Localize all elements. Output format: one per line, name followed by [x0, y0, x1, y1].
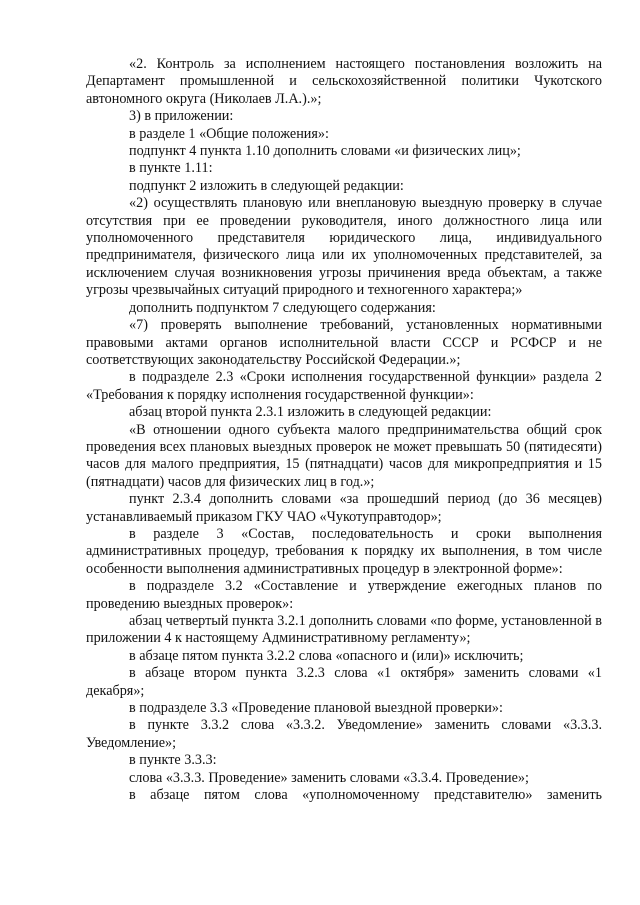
paragraph: в подразделе 3.2 «Составление и утверждение ежегодных планов по проведению выездных проверок»:	[86, 578, 602, 612]
paragraph: в пункте 1.11:	[129, 160, 213, 177]
paragraph: «7) проверять выполнение требований, установленных нормативными правовыми актами органов исполнительной власти СССР и РСФСР и не соответствующих законодательству Российской Федерации.»;	[86, 317, 602, 368]
document-page	[86, 56, 602, 804]
paragraph: в разделе 1 «Общие положения»:	[129, 125, 329, 142]
paragraph: абзац четвертый пункта 3.2.1 дополнить словами «по форме, установленной в приложении 4 к настоящему Административному регламенту»;	[86, 613, 602, 647]
paragraph: в абзаце втором пункта 3.2.3 слова «1 октября» заменить словами «1 декабря»;	[86, 665, 602, 699]
paragraph: в абзаце пятом слова «уполномоченному представителю» заменить	[129, 787, 602, 804]
paragraph: в разделе 3 «Состав, последовательность и сроки выполнения административных процедур, требования к порядку их выполнения, в том числе особенности выполнения административных процедур в электронной форме»:	[86, 525, 602, 577]
paragraph: 3) в приложении:	[129, 108, 234, 125]
paragraph: «В отношении одного субъекта малого предпринимательства общий срок проведения всех плановых выездных проверок не может превышать 50 (пятидесяти) часов для малого предприятия, 15 (пятнадцати) часов для микропредприятия и 15 (пятнадцати) часов для физических лиц в год.»;	[86, 421, 602, 490]
paragraph: подпункт 2 изложить в следующей редакции:	[129, 177, 404, 194]
paragraph: в подразделе 2.3 «Сроки исполнения государственной функции» раздела 2 «Требования к порядку исполнения государственной функции»:	[86, 369, 602, 403]
paragraph: в подразделе 3.3 «Проведение плановой выездной проверки»:	[129, 700, 503, 717]
paragraph: дополнить подпунктом 7 следующего содержания:	[129, 299, 436, 316]
paragraph: в пункте 3.3.2 слова «3.3.2. Уведомление» заменить словами «3.3.3. Уведомление»;	[86, 717, 602, 751]
paragraph: в пункте 3.3.3:	[129, 752, 217, 769]
paragraph: подпункт 4 пункта 1.10 дополнить словами «и физических лиц»;	[129, 143, 521, 160]
paragraph: слова «3.3.3. Проведение» заменить словами «3.3.4. Проведение»;	[129, 769, 529, 786]
paragraph: абзац второй пункта 2.3.1 изложить в следующей редакции:	[129, 404, 492, 421]
paragraph: «2. Контроль за исполнением настоящего постановления возложить на Департамент промышленной и сельскохозяйственной политики Чукотского автономного округа (Николаев Л.А.).»;	[86, 56, 602, 107]
paragraph: «2) осуществлять плановую или внеплановую выездную проверку в случае отсутствия при ее проведении руководителя, иного должностного лица или уполномоченного представителя юридического лица, индивидуального предпринимателя, физического лица или их уполномоченных представителей, за исключением случая возникновения угрозы причинения вреда объектам, а также угрозы чрезвычайных ситуаций природного и техногенного характера;»	[86, 195, 602, 299]
paragraph: пункт 2.3.4 дополнить словами «за прошедший период (до 36 месяцев) устанавливаемый приказом ГКУ ЧАО «Чукотуправтодор»;	[86, 491, 602, 525]
paragraph: в абзаце пятом пункта 3.2.2 слова «опасного и (или)» исключить;	[129, 647, 524, 664]
